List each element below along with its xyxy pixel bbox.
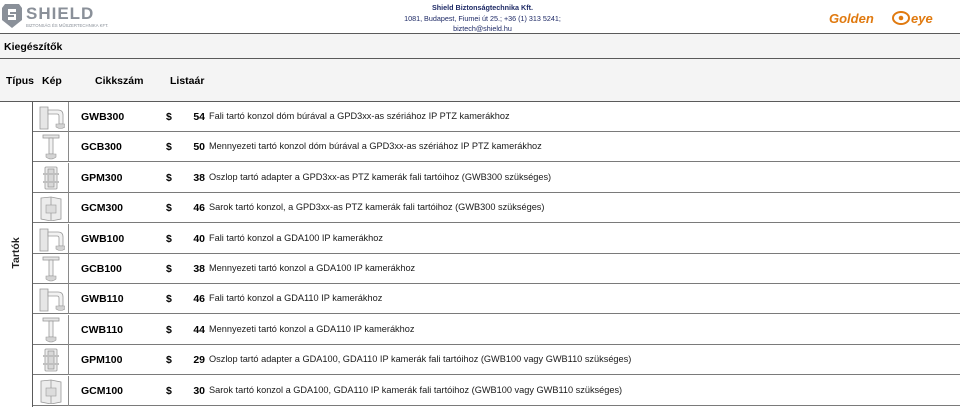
table-row [33, 193, 960, 223]
product-image [33, 163, 69, 193]
ceiling-mount-bracket-icon [37, 134, 65, 160]
product-description: Fali tartó konzol a GDA100 IP kamerákhoz [209, 232, 383, 243]
currency-symbol: $ [166, 232, 172, 245]
svg-text:BIZTONSÁG ÉS MŰSZERTECHNIKA KF: BIZTONSÁG ÉS MŰSZERTECHNIKA KFT. [26, 23, 109, 28]
ceiling-mount-bracket-icon [37, 317, 65, 343]
product-code: GCB100 [81, 263, 122, 275]
table-row [33, 345, 960, 375]
table-row [33, 284, 960, 314]
product-image [33, 254, 69, 284]
table-row [33, 254, 960, 284]
section-title: Kiegészítők [4, 41, 63, 53]
product-description: Mennyezeti tartó konzol dóm búrával a GPD3xx-as szériához IP PTZ kamerákhoz [209, 141, 542, 152]
group-cell [0, 102, 33, 407]
product-code: GWB100 [81, 232, 125, 245]
currency-symbol: $ [166, 354, 172, 367]
product-code: GCM100 [81, 384, 124, 397]
column-header-row [0, 59, 960, 102]
product-image [33, 376, 69, 406]
company-address: 1081, Budapest, Fiumei út 25.; +36 (1) 313 5241; biztech@shield.hu [404, 13, 561, 33]
column-header-image: Kép [42, 75, 62, 87]
company-name: Shield Biztonságtechnika Kft. [431, 3, 534, 12]
currency-symbol: $ [166, 171, 172, 184]
product-description: Oszlop tartó adapter a GPD3xx-as PTZ kamerák fali tartóihoz (GWB300 szükséges) [209, 171, 552, 182]
list-price: 30 [193, 384, 205, 397]
product-image [33, 315, 69, 345]
currency-symbol: $ [166, 202, 172, 215]
list-price: 46 [193, 293, 205, 306]
pole-mount-adapter-icon [37, 347, 65, 373]
svg-text:Golden: Golden [829, 11, 874, 26]
product-code: GWB110 [81, 293, 124, 306]
product-description: Sarok tartó konzol a GDA100, GDA110 IP kamerák fali tartóihoz (GWB100 vagy GWB110 szükséges) [209, 384, 623, 395]
section-bar [0, 33, 960, 59]
product-image [33, 132, 69, 162]
product-image [33, 224, 69, 254]
currency-symbol: $ [166, 323, 172, 336]
product-code: CWB110 [81, 323, 124, 336]
product-code: GCB300 [81, 141, 122, 154]
table-row [33, 132, 960, 162]
list-price: 29 [193, 354, 205, 367]
table-row [33, 102, 960, 132]
currency-symbol: $ [166, 293, 172, 306]
pole-mount-adapter-icon [37, 165, 65, 191]
list-price: 44 [193, 323, 205, 336]
product-image [33, 193, 69, 223]
product-description: Fali tartó konzol dóm búrával a GPD3xx-as szériához IP PTZ kamerákhoz [209, 111, 510, 121]
product-description: Fali tartó konzol a GDA110 IP kamerákhoz [209, 293, 383, 304]
currency-symbol: $ [166, 141, 172, 154]
ceiling-mount-bracket-icon [37, 256, 65, 282]
list-price: 38 [193, 171, 205, 184]
table-row [33, 163, 960, 193]
corner-mount-bracket-icon [37, 195, 65, 221]
list-price: 40 [193, 232, 205, 245]
wall-mount-bracket-icon [37, 286, 65, 312]
table-row [33, 376, 960, 406]
group-label: Tartók [10, 237, 22, 269]
wall-mount-bracket-icon [37, 226, 65, 252]
golden-eye-logo [829, 9, 943, 27]
product-description: Mennyezeti tartó konzol a GDA110 IP kamerákhoz [209, 323, 415, 334]
currency-symbol: $ [166, 384, 172, 397]
table-row [33, 224, 960, 254]
product-description: Oszlop tartó adapter a GDA100, GDA110 IP kamerák fali tartóihoz (GWB100 vagy GWB110 szükséges) [209, 354, 632, 365]
product-code: GCM300 [81, 202, 124, 215]
svg-text:eye: eye [911, 11, 933, 26]
shield-logo [2, 1, 120, 31]
product-image [33, 345, 69, 375]
product-code: GWB300 [81, 111, 125, 123]
table-row [33, 315, 960, 345]
product-image [33, 284, 69, 314]
product-code: GPM300 [81, 171, 123, 184]
list-price: 38 [193, 263, 205, 275]
svg-text:SHIELD: SHIELD [26, 4, 95, 23]
product-image [33, 102, 69, 132]
list-price: 50 [193, 141, 205, 154]
corner-mount-bracket-icon [37, 378, 65, 404]
list-price: 54 [193, 111, 205, 123]
product-description: Mennyezeti tartó konzol a GDA100 IP kamerákhoz [209, 263, 416, 273]
page-header [0, 0, 960, 33]
column-header-code: Cikkszám [95, 75, 144, 87]
wall-mount-bracket-icon [37, 104, 65, 130]
currency-symbol: $ [166, 111, 172, 123]
product-table [0, 102, 960, 407]
product-code: GPM100 [81, 354, 123, 367]
product-description: Sarok tartó konzol, a GPD3xx-as PTZ kamerák fali tartóihoz (GWB300 szükséges) [209, 202, 545, 213]
column-header-price: Listaár [170, 75, 205, 87]
currency-symbol: $ [166, 263, 172, 275]
list-price: 46 [193, 202, 205, 215]
column-header-type: Típus [6, 75, 34, 87]
